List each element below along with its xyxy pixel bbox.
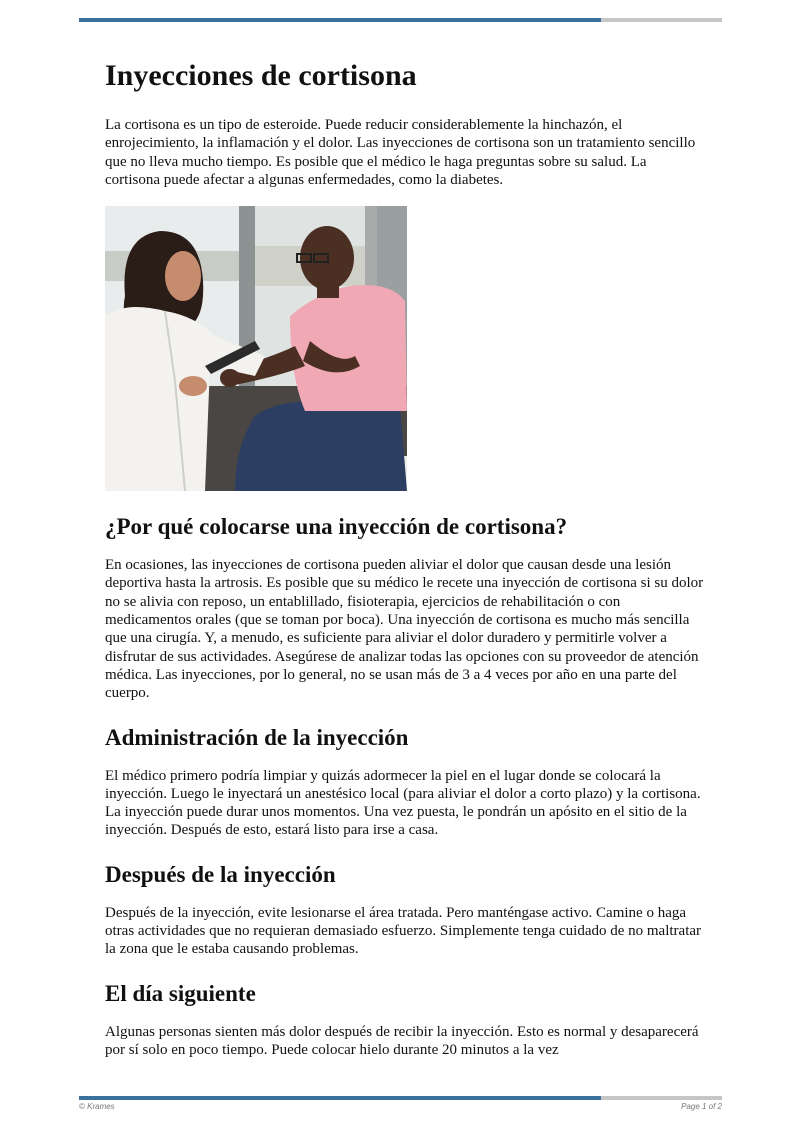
section-why: [105, 512, 705, 702]
section-heading: Después de la inyección: [105, 861, 336, 887]
bottom-rule-accent: [79, 1096, 601, 1100]
top-rule-accent: [79, 18, 601, 22]
section-after: [105, 860, 705, 959]
intro-paragraph: La cortisona es un tipo de esteroide. Puede reducir considerablemente la hinchazón, el enrojecimiento, la inflamación y el dolor. Las inyecciones de cortisona son un tratamiento sencillo que no lleva mucho tiempo. Es posible que el médico le haga preguntas sobre su salud. La cortisona puede afectar a algunas enfermedades, como la diabetes.: [105, 117, 696, 188]
footer-page-number: Page 1 of 2: [681, 1102, 722, 1111]
top-rule: [79, 18, 722, 22]
section-heading: ¿Por qué colocarse una inyección de cortisona?: [105, 514, 568, 540]
section-next-day: [105, 979, 705, 1060]
footer-copyright: © Krames: [79, 1102, 115, 1111]
document-body: [105, 56, 705, 1059]
section-administration: [105, 723, 705, 840]
top-rule-gray: [601, 18, 722, 22]
section-paragraph: Después de la inyección, evite lesionarse el área tratada. Pero manténgase activo. Camine o haga otras actividades que no requieran demasiado esfuerzo. Simplemente tenga cuidado de no maltratar la zona que le estaba causando problemas.: [105, 904, 702, 958]
section-heading: Administración de la inyección: [105, 724, 409, 750]
bottom-rule-gray: [601, 1096, 722, 1100]
bottom-rule: [79, 1096, 722, 1100]
doctor-patient-photo: [105, 206, 407, 491]
section-paragraph: El médico primero podría limpiar y quizás adormecer la piel en el lugar donde se colocará la inyección. Luego le inyectará un anestésico local (para aliviar el dolor a corto plazo) y la cortisona. La inyección puede durar unos momentos. Una vez puesta, le pondrán un apósito en el sitio de la inyección. Después de esto, estará listo para irse a casa.: [105, 767, 701, 839]
page-title: Inyecciones de cortisona: [105, 59, 417, 92]
section-paragraph: Algunas personas sienten más dolor después de recibir la inyección. Esto es normal y desaparecerá por sí solo en poco tiempo. Puede colocar hielo durante 20 minutos a la vez: [105, 1023, 699, 1058]
section-paragraph: En ocasiones, las inyecciones de cortisona pueden aliviar el dolor que causan desde una lesión deportiva hasta la artrosis. Es posible que su médico le recete una inyección de cortisona si su dolor no se alivia con reposo, un entablillado, fisioterapia, ejercicios de rehabilitación o con medicamentos orales (que se toman por boca). Una inyección de cortisona es mucho más sencilla que una cirugía. Y, a menudo, es suficiente para aliviar el dolor duradero y permitirle volver a disfrutar de sus actividades. Asegúrese de analizar todas las opciones con su proveedor de atención médica. Las inyecciones, por lo general, no se usan más de 3 a 4 veces por año en una parte del cuerpo.: [105, 557, 704, 702]
section-heading: El día siguiente: [105, 980, 256, 1006]
